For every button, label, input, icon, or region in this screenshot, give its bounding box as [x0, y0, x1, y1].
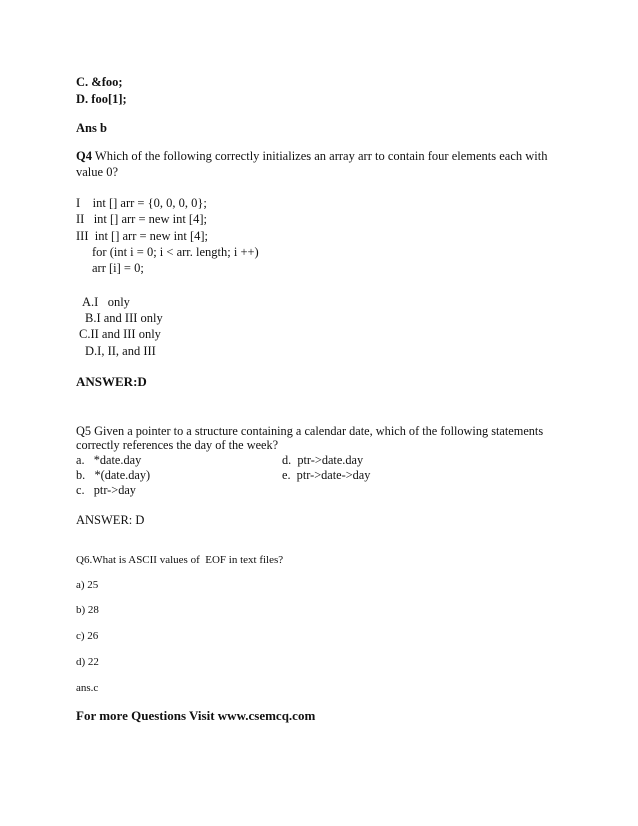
q4-question-text: Which of the following correctly initializes an array arr to contain four elements each with	[94, 149, 548, 163]
q6-option-a: a) 25	[76, 579, 99, 591]
prev-option-d: D. foo[1];	[76, 92, 127, 106]
q5-option-e: e. ptr->date->day	[282, 468, 371, 482]
q4-question-line-2: value 0?	[76, 165, 118, 179]
footer-link-text: For more Questions Visit www.csemcq.com	[76, 708, 316, 723]
q4-statement-5: arr [i] = 0;	[92, 261, 144, 275]
q4-statement-4: for (int i = 0; i < arr. length; i ++)	[92, 245, 259, 259]
q4-statement-2: II int [] arr = new int [4];	[76, 212, 207, 226]
prev-option-c: C. &foo;	[76, 75, 123, 89]
q4-option-b: B.I and III only	[85, 311, 163, 325]
prev-answer: Ans b	[76, 121, 107, 135]
q5-option-a: a. *date.day	[76, 453, 142, 467]
q4-statement-1: I int [] arr = {0, 0, 0, 0};	[76, 196, 207, 210]
q4-option-a: A.I only	[82, 295, 130, 309]
q6-option-b: b) 28	[76, 604, 99, 616]
q6-option-c: c) 26	[76, 630, 99, 642]
q4-question-line-1	[76, 149, 548, 164]
q5-option-d: d. ptr->date.day	[282, 453, 364, 467]
q6-answer: ans.c	[76, 682, 99, 694]
q5-option-c: c. ptr->day	[76, 483, 136, 497]
q4-option-d: D.I, II, and III	[85, 344, 156, 358]
q6-question: Q6.What is ASCII values of EOF in text files?	[76, 554, 284, 566]
q5-option-b: b. *(date.day)	[76, 468, 151, 482]
q5-question-line-1: Q5 Given a pointer to a structure containing a calendar date, which of the following statements	[76, 424, 544, 438]
q5-answer: ANSWER: D	[76, 513, 145, 527]
q6-option-d: d) 22	[76, 656, 99, 668]
q4-answer: ANSWER:D	[76, 374, 147, 389]
q4-option-c: C.II and III only	[79, 327, 161, 341]
q5-question-line-2: correctly references the day of the week?	[76, 438, 279, 452]
q4-label: Q4	[76, 149, 92, 163]
q4-statement-3: III int [] arr = new int [4];	[76, 229, 209, 243]
